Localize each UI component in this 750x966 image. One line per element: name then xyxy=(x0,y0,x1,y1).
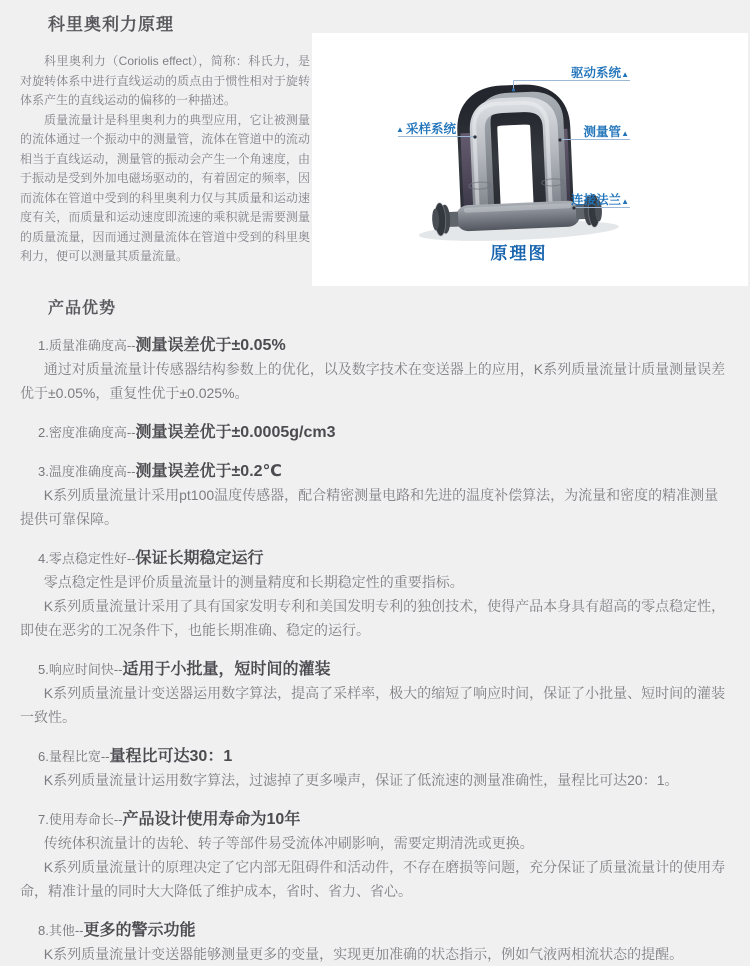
label-sampling-system: 采样系统 xyxy=(406,122,457,136)
advantage-item-7 xyxy=(20,808,730,903)
sampling-anchor-dot xyxy=(473,135,476,138)
advantage-label: 6.量程比宽-- xyxy=(38,749,110,764)
advantage-paragraph: K系列质量流量计变送器运用数字算法，提高了采样率，极大的缩短了响应时间，保证了小批量、短时间的灌装一致性。 xyxy=(20,685,726,725)
advantage-heading xyxy=(20,658,730,681)
advantage-paragraph: 通过对质量流量计传感器结构参数上的优化，以及数字技术在变送器上的应用，K系列质量流量计质量测量误差优于±0.05%，重复性优于±0.025%。 xyxy=(20,361,726,401)
drive-arrow-icon: ▲ xyxy=(621,70,629,79)
advantage-item-4 xyxy=(20,547,730,642)
principle-section xyxy=(0,0,750,287)
advantage-heading xyxy=(20,460,730,483)
advantage-highlight: 量程比可达30：1 xyxy=(109,748,233,765)
tube-arrow-icon: ▲ xyxy=(621,129,629,138)
advantage-label: 4.零点稳定性好-- xyxy=(38,551,136,566)
advantage-item-6 xyxy=(20,745,730,792)
advantage-label: 1.质量准确度高-- xyxy=(38,338,136,353)
advantage-item-1 xyxy=(20,334,730,405)
advantage-heading xyxy=(20,808,730,831)
tube-anchor-dot xyxy=(558,138,561,141)
advantage-item-8 xyxy=(20,919,730,966)
advantage-heading xyxy=(20,745,730,768)
principle-text xyxy=(20,52,310,267)
principle-title: 科里奥利力原理 xyxy=(48,15,174,34)
advantage-item-3 xyxy=(20,460,730,531)
advantage-label: 5.响应时间快-- xyxy=(38,662,123,677)
flange-arrow-icon: ▲ xyxy=(621,197,629,206)
advantage-paragraph: 零点稳定性是评价质量流量计的测量精度和长期稳定性的重要指标。 xyxy=(43,574,464,590)
advantage-label: 8.其他-- xyxy=(38,923,84,938)
advantages-title: 产品优势 xyxy=(48,300,117,317)
advantage-highlight: 适用于小批量，短时间的灌装 xyxy=(122,661,331,678)
advantage-heading xyxy=(20,334,730,357)
flow-meter-illustration xyxy=(413,95,619,245)
advantage-heading xyxy=(20,919,730,942)
advantages-section xyxy=(20,295,730,966)
flow-meter-diagram xyxy=(312,33,748,286)
advantage-paragraph: K系列质量流量计的原理决定了它内部无阻碍件和活动件，不存在磨损等问题，充分保证了质量流量计的使用寿命，精准计量的同时大大降低了维护成本，省时、省力、省心。 xyxy=(20,859,726,899)
advantage-highlight: 测量误差优于±0.0005g/cm3 xyxy=(135,424,336,441)
advantage-paragraph: K系列质量流量计变送器能够测量更多的变量，实现更加准确的状态指示，例如气液两相流状态的提醒。 xyxy=(43,946,684,962)
advantage-highlight: 产品设计使用寿命为10年 xyxy=(122,811,301,828)
advantage-heading xyxy=(20,421,730,444)
advantage-paragraph: K系列质量流量计采用了具有国家发明专利和美国发明专利的独创技术，使得产品本身具有超高的零点稳定性，即使在恶劣的工况条件下，也能长期准确、稳定的运行。 xyxy=(20,598,726,638)
advantage-paragraph: K系列质量流量计采用pt100温度传感器，配合精密测量电路和先进的温度补偿算法，为流量和密度的精准测量提供可靠保障。 xyxy=(20,487,719,527)
principle-paragraph: 科里奥利力（Coriolis effect），简称：科氏力，是对旋转体系中进行直线运动的质点由于惯性相对于旋转体系产生的直线运动的偏移的一种描述。 xyxy=(20,54,310,107)
drive-anchor-dot xyxy=(512,88,515,91)
advantage-paragraph: 传统体积流量计的齿轮、转子等部件易受流体冲刷影响，需要定期清洗或更换。 xyxy=(43,835,534,851)
principle-diagram-panel xyxy=(312,33,748,286)
diagram-caption: 原理图 xyxy=(490,244,548,263)
advantage-item-2 xyxy=(20,421,730,444)
advantages-list xyxy=(20,334,730,966)
advantage-label: 2.密度准确度高-- xyxy=(38,425,136,440)
label-drive-system: 驱动系统 xyxy=(570,66,621,80)
advantage-highlight: 保证长期稳定运行 xyxy=(135,550,264,567)
advantage-highlight: 测量误差优于±0.05% xyxy=(135,337,286,354)
principle-paragraph: 质量流量计是科里奥利力的典型应用，它让被测量的流体通过一个振动中的测量管，流体在管道中的流动相当于直线运动，测量管的振动会产生一个角速度，由于振动是受到外加电磁场驱动的，有着固定的频率，因而流体在管道中受到的科里奥利力仅与其质量和运动速度有关，而质量和运动速度即流速的乘积就是需要测量的质量流量，因而通过测量流体在管道中受到的科里奥利力，便可以测量其质量流量。 xyxy=(20,112,310,263)
sampling-arrow-icon: ▲ xyxy=(396,125,404,134)
advantage-paragraph: K系列质量流量计运用数字算法，过滤掉了更多噪声，保证了低流速的测量准确性，量程比可达20：1。 xyxy=(43,772,679,788)
advantage-label: 3.温度准确度高-- xyxy=(38,464,136,479)
advantage-highlight: 测量误差优于±0.2℃ xyxy=(135,463,282,480)
advantage-item-5 xyxy=(20,658,730,729)
advantage-label: 7.使用寿命长-- xyxy=(38,812,123,827)
advantage-highlight: 更多的警示功能 xyxy=(83,922,196,939)
label-measuring-tube: 测量管 xyxy=(583,125,621,139)
label-connecting-flange: 连接法兰 xyxy=(570,193,621,207)
advantage-heading xyxy=(20,547,730,570)
